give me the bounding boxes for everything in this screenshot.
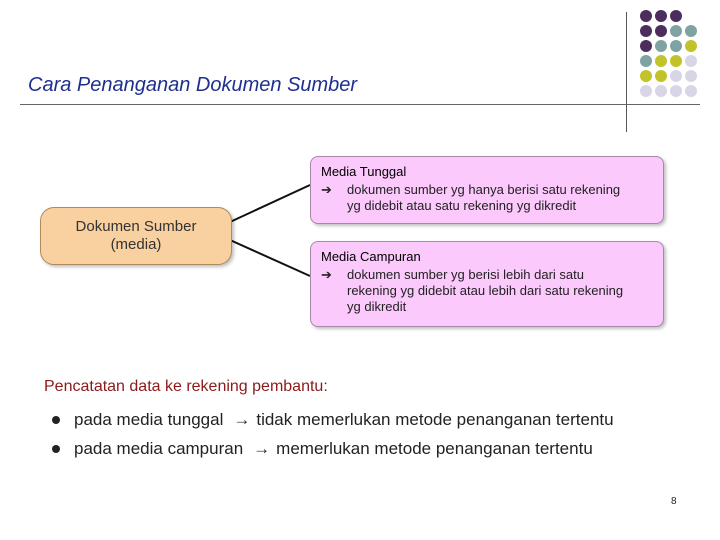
media-tunggal-heading: Media Tunggal <box>321 164 407 179</box>
source-label-line1: Dokumen Sumber <box>75 218 197 235</box>
pencatatan-heading: Pencatatan data ke rekening pembantu: <box>44 378 328 395</box>
media-tunggal-box <box>310 156 664 224</box>
list-item <box>52 439 593 459</box>
list-item-right: tidak memerlukan metode penanganan tertentu <box>256 410 614 429</box>
source-document-box <box>40 207 232 265</box>
page-number: 8 <box>671 496 677 507</box>
media-campuran-heading: Media Campuran <box>321 249 421 264</box>
list-item <box>52 410 614 430</box>
bullet-icon <box>52 416 60 424</box>
source-label-line2: (media) <box>110 236 162 253</box>
media-campuran-desc-line2: rekening yg didebit atau lebih dari satu rekening <box>347 283 624 298</box>
list-item-left: pada media campuran <box>74 439 244 458</box>
connector-lower <box>230 240 310 276</box>
right-arrow-icon: ➔ <box>321 182 332 197</box>
list-item-right: memerlukan metode penanganan tertentu <box>276 439 593 458</box>
media-campuran-desc-line1: dokumen sumber yg berisi lebih dari satu <box>347 267 585 282</box>
connector-upper <box>230 185 310 222</box>
list-item-left: pada media tunggal <box>74 410 224 429</box>
media-tunggal-desc-line1: dokumen sumber yg hanya berisi satu rekening <box>347 182 621 197</box>
media-tunggal-desc-line2: yg didebit atau satu rekening yg dikredit <box>347 198 577 213</box>
bullet-icon <box>52 445 60 453</box>
right-arrow-icon: ➔ <box>321 267 332 282</box>
slide-title: Cara Penanganan Dokumen Sumber <box>28 74 358 96</box>
right-arrow-icon: → <box>233 410 251 429</box>
right-arrow-icon: → <box>253 439 271 458</box>
media-campuran-box <box>310 241 664 327</box>
media-campuran-desc-line3: yg dikredit <box>347 299 407 314</box>
